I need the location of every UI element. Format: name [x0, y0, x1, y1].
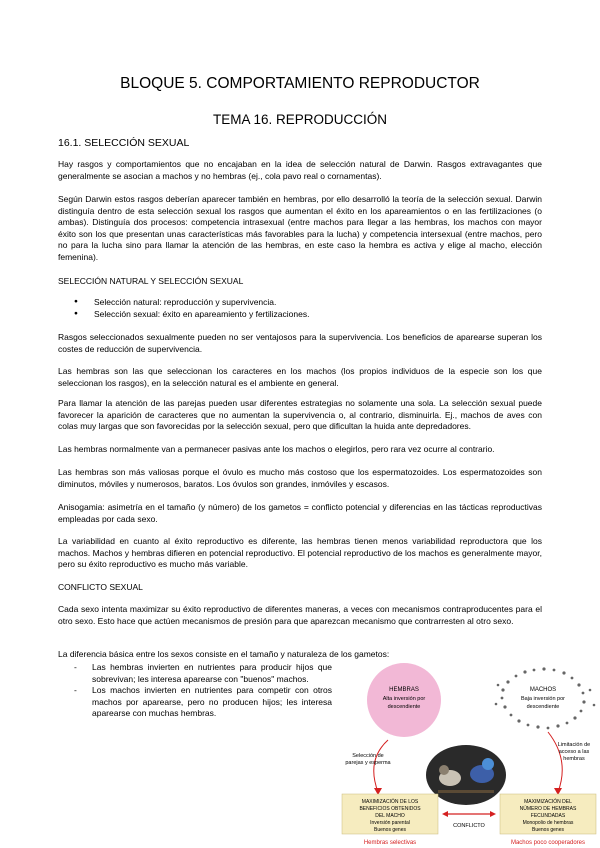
right-arrow-label-2: acceso a las	[558, 749, 590, 755]
female-box-line-4: Inversión parental	[370, 820, 410, 826]
conflict-arrow-head-right	[490, 811, 496, 817]
paragraph-8: Anisogamia: asimetría en el tamaño (y número) de los gametos = conflicto potencial y diferencias en las tácticas reproductivas empleadas por cada sexo.	[58, 502, 542, 524]
male-cluster-title: MACHOS	[529, 687, 557, 693]
female-box-line-5: Buenos genes	[374, 827, 406, 833]
section-heading-sexual-conflict: CONFLICTO SEXUAL	[58, 582, 143, 592]
right-arrow-label-1: Limitación de	[557, 742, 591, 748]
paragraph-4: Las hembras son las que seleccionan los caracteres en los machos (los propios individuos de la especie son los que seleccionan los rasgos), en la selección natural es el ambiente en general.	[58, 366, 542, 388]
female-box-line-2: BENEFICIOS OBTENIDOS	[359, 806, 421, 812]
male-cluster-line-1: Baja inversión por	[520, 696, 566, 702]
conflict-arrow-head-left	[442, 811, 448, 817]
female-circle-line-2: descendiente	[387, 704, 421, 710]
list-item: ● Selección sexual: éxito en apareamiento y fertilizaciones.	[58, 308, 309, 320]
female-box-line-1: MAXIMIZACIÓN DE LOS	[361, 799, 419, 805]
paragraph-5: Para llamar la atención de las parejas pueden usar diferentes estrategias no solamente una sola. La selección sexual puede favorecer la aparición de caracteres que no aumentan la supervivencia o, al contrario, disminuirla. Ej., machos de aves con colas muy largas que son favorecidas por la selección sexual, pero que dificultan la huida ante depredadores.	[58, 398, 542, 431]
right-arrow-label-3: hembras	[563, 756, 585, 762]
male-box-line-3: FECUNDADAS	[530, 813, 566, 819]
paragraph-7: Las hembras son más valiosas porque el óvulo es mucho más costoso que los espermatozoides. Los espermatozoides son diminutos, móviles y numerosos, baratos. Los óvulos son grandes, inmóviles y escasos.	[58, 467, 542, 489]
paragraph-3: Rasgos seleccionados sexualmente pueden no ser ventajosos para la supervivencia. Los beneficios de aparearse superan los costes de reducción de supervivencia.	[58, 332, 542, 354]
left-arrow	[374, 740, 388, 792]
right-arrow	[548, 732, 562, 792]
list-item: - Las hembras invierten en nutrientes para producir hijos que sobrevivan; les interesa aparearse con "buenos" machos.	[58, 662, 332, 685]
male-box-line-2: NÚMERO DE HEMBRAS	[519, 806, 577, 812]
sexual-conflict-diagram	[338, 660, 600, 848]
document-title: BLOQUE 5. COMPORTAMIENTO REPRODUCTOR	[120, 75, 480, 92]
list-item: ● Selección natural: reproducción y supervivencia.	[58, 296, 309, 308]
list-item: - Los machos invierten en nutrientes para competir con otros machos por aparearse, pero no producen hijos; les interesa aparearse con muchas hembras.	[58, 685, 332, 720]
male-cluster-line-2: descendiente	[526, 704, 560, 710]
section-heading-natural-vs-sexual: SELECCIÓN NATURAL Y SELECCIÓN SEXUAL	[58, 276, 244, 286]
topic-title: TEMA 16. REPRODUCCIÓN	[212, 112, 388, 127]
left-arrow-label-1: Selección de	[352, 753, 384, 759]
male-box-line-5: Buenos genes	[532, 827, 564, 833]
male-box-line-4: Monopolio de hembras	[522, 820, 574, 826]
section-heading-sexual-selection: 16.1. SELECCIÓN SEXUAL	[58, 137, 190, 149]
bullet-list	[58, 296, 309, 320]
conflict-label: CONFLICTO	[453, 823, 485, 829]
female-circle-title: HEMBRAS	[389, 687, 419, 693]
paragraph-10: Cada sexo intenta maximizar su éxito reproductivo de diferentes maneras, a veces con mecanismos contraproducentes para el otro sexo. Esto hace que actúen mecanismos de presión para que aparezcan mecanismo que contrarresten al otro sexo.	[58, 604, 542, 626]
caption-selective-females: Hembras selectivas	[363, 840, 417, 846]
paragraph-6: Las hembras normalmente van a permanecer pasivas ante los machos o elegirlos, pero rara vez ocurre al contrario.	[58, 444, 495, 454]
female-circle-line-1: Alta inversión por	[382, 696, 426, 702]
dash-list	[58, 662, 332, 720]
paragraph-2: Según Darwin estos rasgos deberían aparecer también en hembras, por ello desarrolló la teoría de la selección sexual. Darwin distinguía dentro de esta selección sexual los rasgos que aumentan el éxito en los apareamientos o en las fertilizaciones (o ambas). Distinguía dos procesos: competencia intrasexual (entre machos para llegar a las hembras, los machos con mayor éxito son los que presentan unas características más favorables para la lucha) y competencia intersexual (entre machos, pero no para la lucha sino para llamar la atención de las hembras, en este caso la hembra es activa y elige al macho, elección femenina).	[58, 194, 542, 262]
paragraph-11: La diferencia básica entre los sexos consiste en el tamaño y naturaleza de los gametos:	[58, 649, 390, 659]
paragraph-1: Hay rasgos y comportamientos que no encajaban en la idea de selección natural de Darwin. Rasgos extravagantes que generalmente se asocian a machos y no hembras (ej., cola pavo real o cornamentas).	[58, 159, 542, 181]
left-arrow-label-2: parejas y esperma	[345, 760, 391, 766]
caption-uncooperative-males: Machos poco cooperadores	[510, 840, 586, 846]
female-box-line-3: DEL MACHO	[375, 813, 405, 819]
paragraph-9: La variabilidad en cuanto al éxito reproductivo es diferente, las hembras tienen menos variabilidad reproductora que los machos. Machos y hembras difieren en potencial reproductivo. El potencial reproductivo de los machos es generalmente mayor, pero su éxito reproductivo es mucho más variable.	[58, 536, 542, 569]
male-box-line-1: MAXIMIZACIÓN DEL	[524, 799, 572, 805]
